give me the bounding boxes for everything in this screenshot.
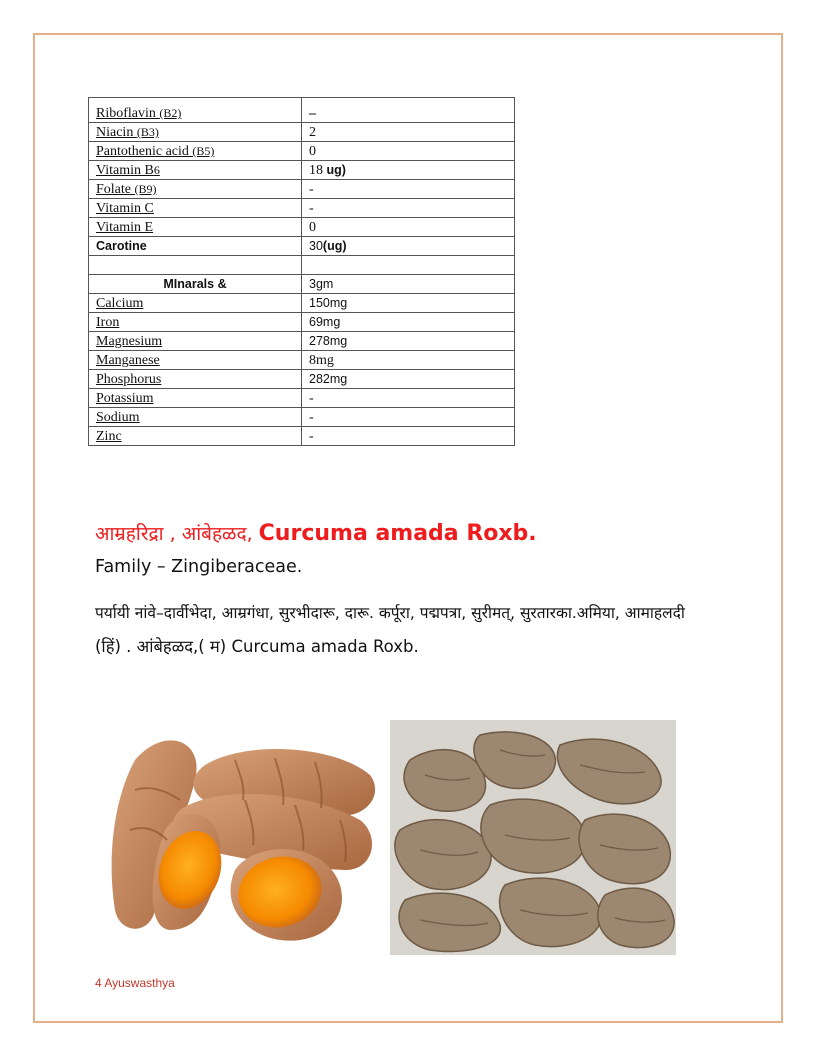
- table-row: [89, 161, 515, 180]
- table-row: [89, 332, 515, 351]
- table-row: [89, 180, 515, 199]
- nutrient-name-cell: [89, 313, 302, 332]
- nutrient-name: Riboflavin (B2): [96, 106, 182, 121]
- nutrient-name: Vitamin B6: [96, 163, 160, 178]
- nutrient-name-cell: [89, 98, 302, 123]
- dried-rhizome-photo: [390, 720, 676, 955]
- nutrient-name: Potassium: [96, 391, 154, 406]
- nutrient-value-cell: [302, 351, 515, 370]
- heading-devanagari: आम्रहरिद्रा , आंबेहळद,: [95, 523, 259, 545]
- nutrient-name-cell: [89, 351, 302, 370]
- table-row: [89, 142, 515, 161]
- nutrient-value: -: [309, 391, 314, 406]
- nutrient-name: Calcium: [96, 296, 144, 311]
- nutrient-value: 2: [309, 125, 316, 140]
- nutrient-name-cell: [89, 237, 302, 256]
- fresh-rhizome-illustration: [95, 720, 380, 955]
- nutrient-value-cell: [302, 256, 515, 275]
- nutrient-value-cell: [302, 123, 515, 142]
- nutrient-name-cell: [89, 408, 302, 427]
- nutrient-value: 150mg: [309, 296, 348, 310]
- nutrient-value: -: [309, 182, 314, 197]
- plant-heading: [95, 520, 537, 546]
- nutrient-value: 18: [309, 163, 327, 178]
- nutrient-value: 69mg: [309, 315, 341, 329]
- table-row: [89, 199, 515, 218]
- nutrient-value-cell: [302, 98, 515, 123]
- table-row: [89, 427, 515, 446]
- nutrient-name: Vitamin E: [96, 220, 154, 235]
- nutrient-value-cell: [302, 370, 515, 389]
- nutrient-name-cell: [89, 332, 302, 351]
- table-row: [89, 408, 515, 427]
- nutrient-value-cell: [302, 180, 515, 199]
- synonyms-paragraph: [95, 597, 785, 663]
- nutrient-value: 282mg: [309, 372, 348, 386]
- nutrient-value-cell: [302, 142, 515, 161]
- dried-rhizome-illustration: [390, 720, 676, 955]
- nutrient-name: Folate (B9): [96, 182, 157, 197]
- nutrient-unit: ug): [326, 163, 346, 177]
- nutrient-name: Sodium: [96, 410, 140, 425]
- nutrient-value-cell: [302, 161, 515, 180]
- nutrient-name-cell: [89, 427, 302, 446]
- nutrient-name-cell: [89, 256, 302, 275]
- nutrient-name: Iron: [96, 315, 120, 330]
- nutrient-unit: (ug): [322, 239, 347, 253]
- table-row: [89, 218, 515, 237]
- table-row: [89, 389, 515, 408]
- table-row: [89, 351, 515, 370]
- nutrient-name: Carotine: [96, 239, 147, 253]
- nutrient-name-cell: [89, 199, 302, 218]
- synonyms-line: (हिं) . आंबेहळद,( म) Curcuma amada Roxb.: [95, 637, 419, 656]
- synonyms-line: पर्यायी नांवे–दार्वीभेदा, आम्रगंधा, सुरभीदारू, दारू. कर्पूरा, पद्मपत्रा, सुरीमत्, सुरतारका.अमिया, आमाहलदी: [95, 604, 685, 622]
- nutrient-value: 0: [309, 144, 316, 159]
- heading-latin-name: Curcuma amada Roxb.: [258, 521, 537, 546]
- nutrient-value-cell: [302, 332, 515, 351]
- table-row: [89, 294, 515, 313]
- nutrient-value: 30: [309, 239, 323, 253]
- nutrient-name-cell: [89, 218, 302, 237]
- nutrient-name: Pantothenic acid (B5): [96, 144, 215, 159]
- nutrient-value-cell: [302, 218, 515, 237]
- fresh-rhizome-photo: [95, 720, 380, 955]
- table-row: [89, 370, 515, 389]
- nutrient-value-cell: [302, 313, 515, 332]
- nutrient-name-cell: [89, 370, 302, 389]
- nutrient-name-cell: [89, 161, 302, 180]
- nutrient-name-cell: [89, 275, 302, 294]
- table-row: [89, 275, 515, 294]
- nutrient-value: 278mg: [309, 334, 348, 348]
- nutrient-name-cell: [89, 180, 302, 199]
- table-row: [89, 123, 515, 142]
- nutrient-value-cell: [302, 237, 515, 256]
- nutrient-name-cell: [89, 123, 302, 142]
- nutrient-name: MInarals &: [163, 277, 227, 291]
- nutrient-name: Manganese: [96, 353, 160, 368]
- nutrient-value: -: [309, 429, 314, 444]
- nutrient-name: Zinc: [96, 429, 122, 444]
- nutrient-value: –: [309, 106, 316, 121]
- nutrient-name: Phosphorus: [96, 372, 162, 387]
- nutrient-name-cell: [89, 142, 302, 161]
- table-row: [89, 256, 515, 275]
- nutrient-value-cell: [302, 275, 515, 294]
- nutrient-value-cell: [302, 427, 515, 446]
- nutrient-table: [88, 97, 515, 446]
- table-row: [89, 98, 515, 123]
- nutrient-value: 0: [309, 220, 316, 235]
- footer-page-label: 4 Ayuswasthya: [95, 976, 175, 990]
- nutrient-value-cell: [302, 199, 515, 218]
- family-line: Family – Zingiberaceae.: [95, 557, 303, 577]
- nutrient-name: Vitamin C: [96, 201, 154, 216]
- nutrient-value-cell: [302, 294, 515, 313]
- nutrient-value: -: [309, 201, 314, 216]
- nutrient-value: 3gm: [309, 277, 334, 291]
- nutrient-name: Magnesium: [96, 334, 163, 349]
- nutrient-value: -: [309, 410, 314, 425]
- nutrient-name: Niacin (B3): [96, 125, 159, 140]
- table-row: [89, 313, 515, 332]
- nutrient-value-cell: [302, 408, 515, 427]
- nutrient-value: 8mg: [309, 353, 334, 368]
- table-row: [89, 237, 515, 256]
- nutrient-name-cell: [89, 389, 302, 408]
- nutrient-value-cell: [302, 389, 515, 408]
- nutrient-name-cell: [89, 294, 302, 313]
